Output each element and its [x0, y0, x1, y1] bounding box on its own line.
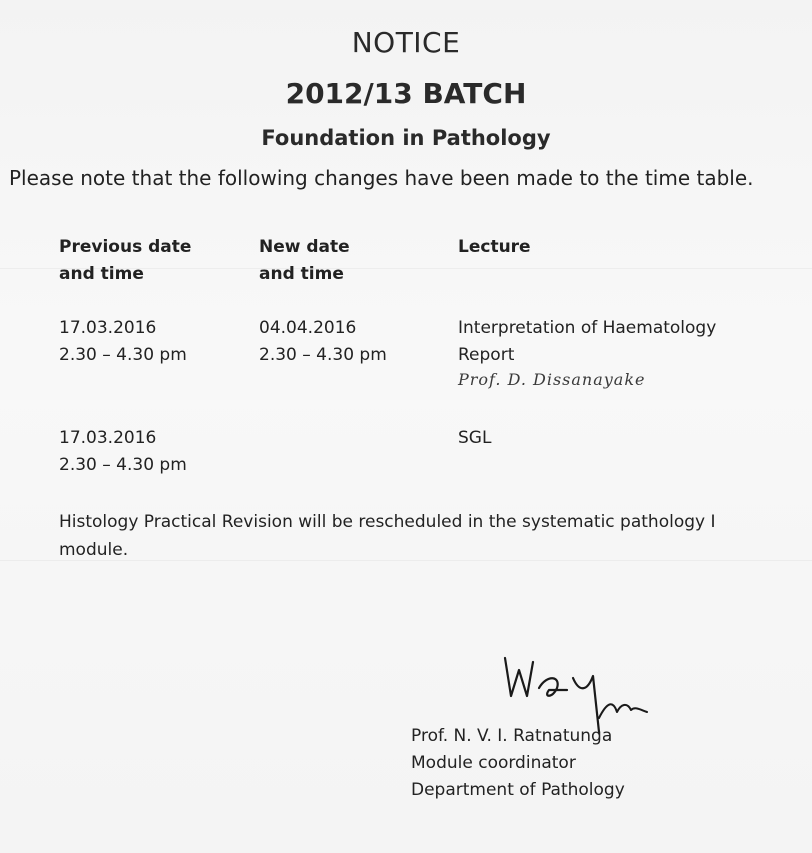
signatory-block	[411, 723, 625, 804]
previous-date: 17.03.2016	[59, 318, 157, 338]
table-row-1-previous	[59, 315, 187, 369]
header-lecture	[458, 234, 531, 261]
new-date: 04.04.2016	[259, 318, 357, 338]
table-row-2-previous	[59, 425, 187, 479]
previous-time: 2.30 – 4.30 pm	[59, 455, 187, 475]
table-row-1-new	[259, 315, 387, 369]
course-heading: Foundation in Pathology	[261, 126, 551, 150]
header-line: and time	[259, 264, 344, 284]
intro-text: Please note that the following changes have been made to the time table.	[9, 166, 754, 190]
lecture-title: SGL	[458, 428, 492, 448]
table-row-2-lecture	[458, 425, 491, 452]
previous-time: 2.30 – 4.30 pm	[59, 345, 187, 365]
revision-note: Histology Practical Revision will be rescheduled in the systematic pathology I module.	[59, 512, 716, 560]
signatory-role: Module coordinator	[411, 753, 576, 773]
handwritten-lecturer-note: Prof. D. Dissanayake	[458, 370, 646, 389]
header-line: Lecture	[458, 237, 531, 257]
header-previous-date	[59, 234, 191, 288]
signatory-department: Department of Pathology	[411, 780, 625, 800]
signatory-name: Prof. N. V. I. Ratnatunga	[411, 726, 613, 746]
header-new-date	[259, 234, 350, 288]
table-row-1-lecture	[458, 315, 716, 369]
new-time: 2.30 – 4.30 pm	[259, 345, 387, 365]
lecture-title-cont: Report	[458, 345, 515, 365]
notice-title: NOTICE	[351, 26, 461, 59]
batch-heading: 2012/13 BATCH	[285, 77, 527, 110]
header-line: Previous date	[59, 237, 192, 257]
header-line: New date	[259, 237, 350, 257]
lecture-title: Interpretation of Haematology	[458, 318, 717, 338]
previous-date: 17.03.2016	[59, 428, 157, 448]
header-line: and time	[59, 264, 144, 284]
